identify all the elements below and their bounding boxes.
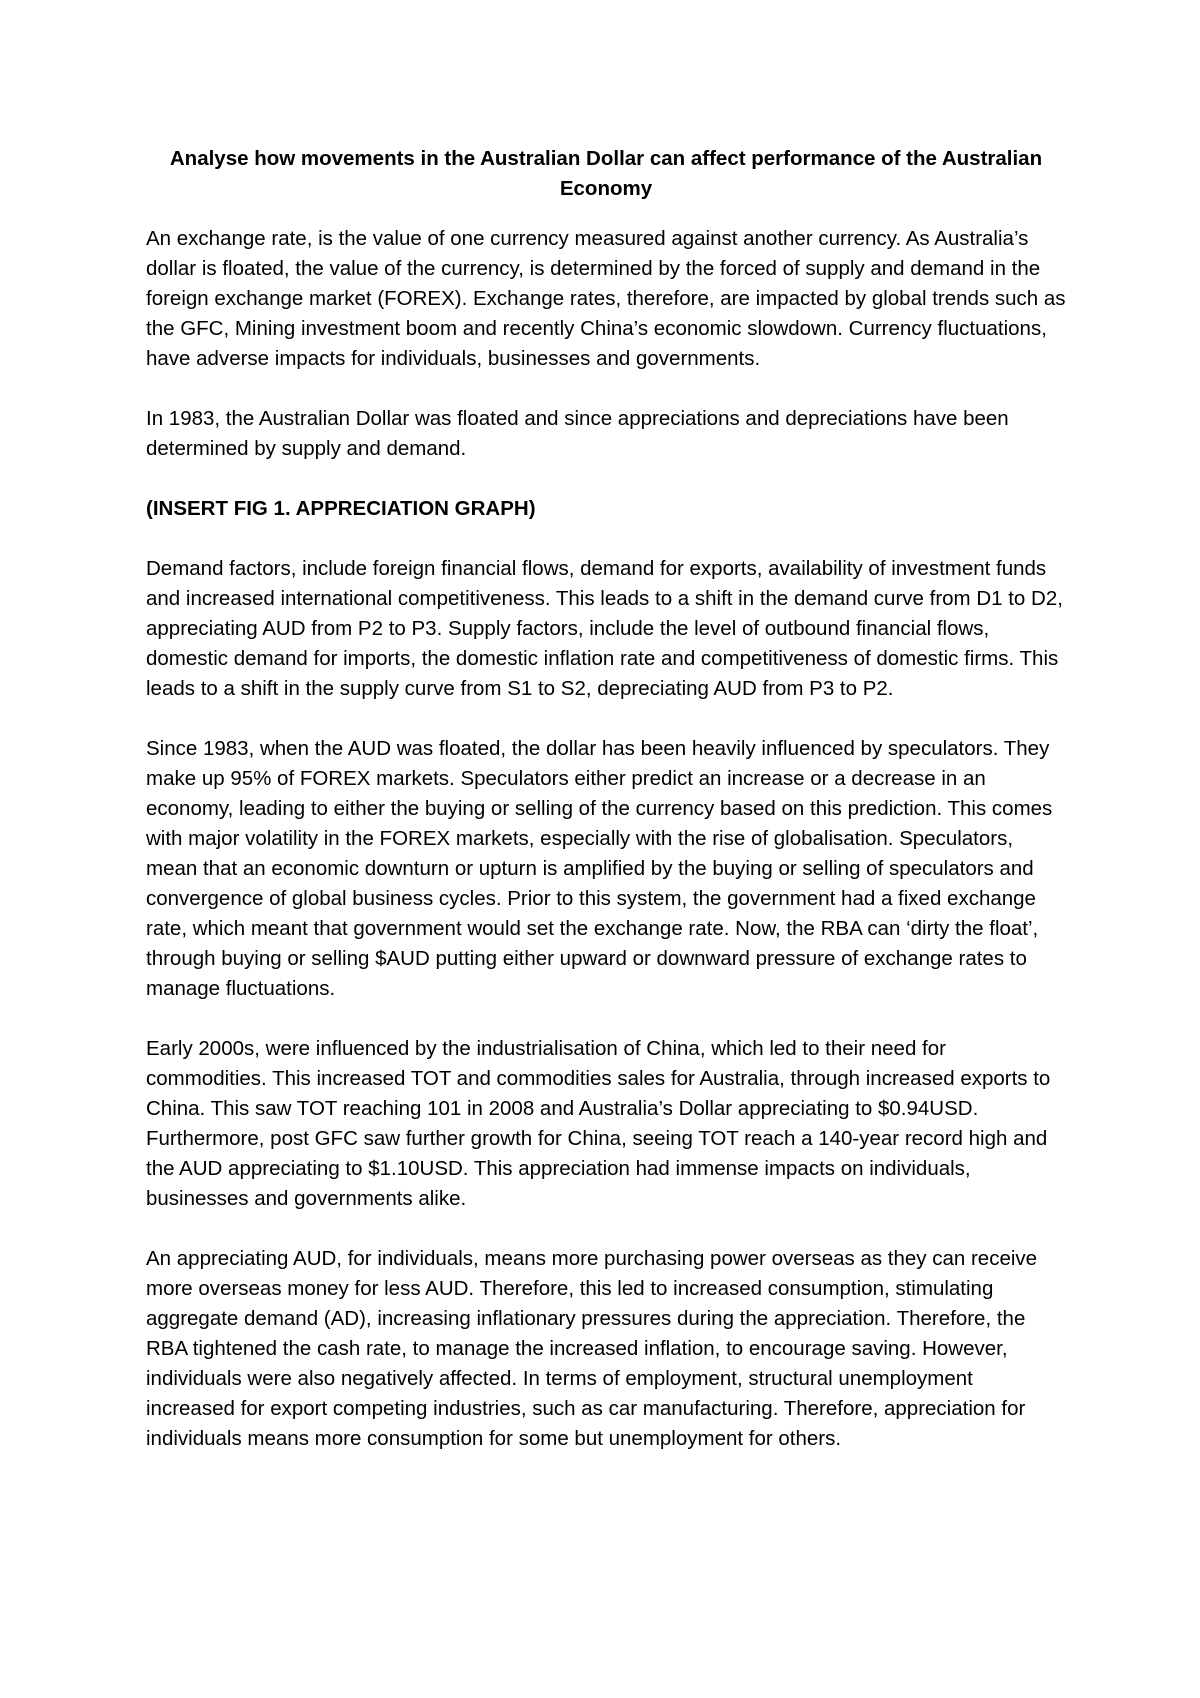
paragraph-demand-supply-factors: Demand factors, include foreign financial flows, demand for exports, availability of investment funds and increased international competitiveness. This leads to a shift in the demand curve from D1 to D2, appreciating AUD from P2 to P3. Supply factors, include the level of outbound financial flows, domestic demand for imports, the domestic inflation rate and competitiveness of domestic firms. This leads to a shift in the supply curve from S1 to S2, depreciating AUD from P3 to P2.	[146, 557, 1063, 700]
paragraph-exchange-rate-definition: An exchange rate, is the value of one currency measured against another currency. As Australia’s dollar is floated, the value of the currency, is determined by the forced of supply and demand in the foreign exchange market (FOREX). Exchange rates, therefore, are impacted by global trends such as the GFC, Mining investment boom and recently China’s economic slowdown. Currency fluctuations, have adverse impacts for individuals, businesses and governments.	[146, 227, 1066, 370]
paragraph-aud-floated-1983: In 1983, the Australian Dollar was floated and since appreciations and depreciations have been determined by supply and demand.	[146, 407, 1009, 460]
document-body	[146, 144, 1066, 1484]
paragraph-speculators: Since 1983, when the AUD was floated, the dollar has been heavily influenced by speculators. They make up 95% of FOREX markets. Speculators either predict an increase or a decrease in an economy, leading to either the buying or selling of the currency based on this prediction. This comes with major volatility in the FOREX markets, especially with the rise of globalisation. Speculators, mean that an economic downturn or upturn is amplified by the buying or selling of speculators and convergence of global business cycles. Prior to this system, the government had a fixed exchange rate, which meant that government would set the exchange rate. Now, the RBA can ‘dirty the float’, through buying or selling $AUD putting either upward or downward pressure of exchange rates to manage fluctuations.	[146, 737, 1053, 1000]
figure-placeholder-note: (INSERT FIG 1. APPRECIATION GRAPH)	[146, 497, 536, 520]
paragraph-china-industrialisation: Early 2000s, were influenced by the industrialisation of China, which led to their need for commodities. This increased TOT and commodities sales for Australia, through increased exports to China. This saw TOT reaching 101 in 2008 and Australia’s Dollar appreciating to $0.94USD. Furthermore, post GFC saw further growth for China, seeing TOT reach a 140-year record high and the AUD appreciating to $1.10USD. This appreciation had immense impacts on individuals, businesses and governments alike.	[146, 1037, 1051, 1210]
paragraph-individuals-impact: An appreciating AUD, for individuals, means more purchasing power overseas as they can receive more overseas money for less AUD. Therefore, this led to increased consumption, stimulating aggregate demand (AD), increasing inflationary pressures during the appreciation. Therefore, the RBA tightened the cash rate, to manage the increased inflation, to encourage saving. However, individuals were also negatively affected. In terms of employment, structural unemployment increased for export competing industries, such as car manufacturing. Therefore, appreciation for individuals means more consumption for some but unemployment for others.	[146, 1247, 1038, 1450]
document-title: Analyse how movements in the Australian Dollar can affect performance of the Australian Economy	[169, 147, 1043, 200]
